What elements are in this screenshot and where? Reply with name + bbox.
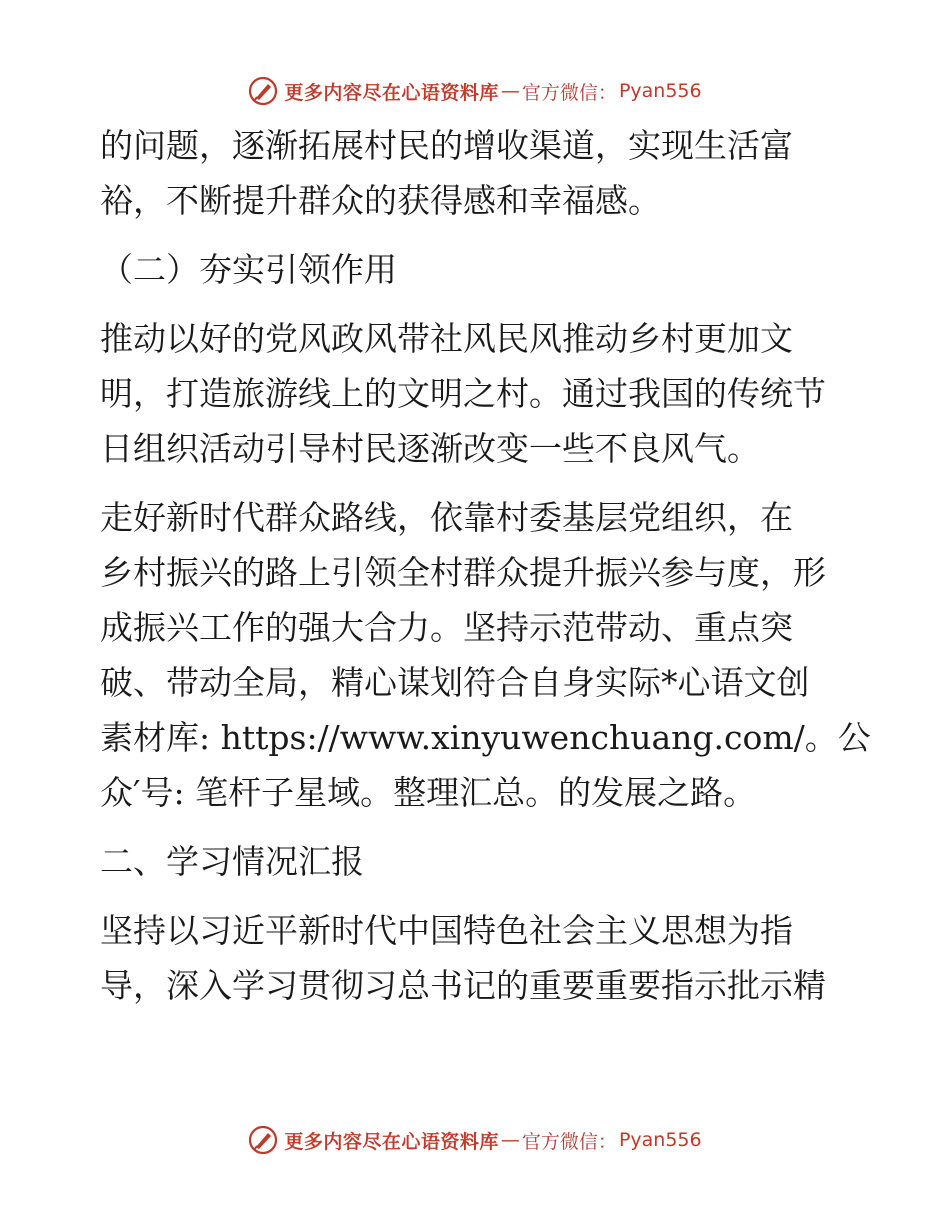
text-line: 成振兴工作的强大合力。坚持示范带动、重点突: [100, 608, 793, 647]
text-line: 推动以好的党风政风带社风民风推动乡村更加文: [100, 319, 793, 358]
text-line: 破、带动全局，精心谋划符合自身实际*心语文创: [100, 663, 810, 702]
banner-dash: —: [500, 80, 520, 102]
banner-brand-text: 更多内容尽在心语资料库: [284, 1130, 499, 1153]
text-line: 日组织活动引导村民逐渐改变一些不良风气。: [100, 429, 760, 468]
banner-wechat-id: Pyan556: [618, 1129, 702, 1151]
paragraph-1: [100, 118, 860, 228]
text-line: 裕，不断提升群众的获得感和幸福感。: [100, 181, 661, 220]
text-line: 素材库: https://www.xinyuwenchuang.com/。公: [100, 718, 871, 757]
banner-wechat-id: Pyan556: [618, 80, 702, 102]
banner-wechat-label: 官方微信：: [521, 1130, 617, 1153]
quill-pen-seal-icon: [248, 76, 278, 106]
header-watermark-banner: [0, 71, 950, 111]
text-line: 导，深入学习贯彻习总书记的重要重要指示批示精: [100, 966, 826, 1005]
quill-pen-seal-icon: [248, 1125, 278, 1155]
text-line: 明，打造旅游线上的文明之村。通过我国的传统节: [100, 374, 826, 413]
text-line: 乡村振兴的路上引领全村群众提升振兴参与度，形: [100, 553, 826, 592]
document-body: [100, 118, 871, 1019]
heading-line: （二）夯实引领作用: [100, 250, 397, 289]
banner-brand-text: 更多内容尽在心语资料库: [284, 81, 499, 104]
paragraph-3: [100, 490, 871, 820]
heading-line: 二、学习情况汇报: [100, 842, 364, 881]
paragraph-4: [100, 903, 860, 1013]
text-line: 众′号: 笔杆子星域。整理汇总。的发展之路。: [100, 773, 757, 812]
section-heading-learning-report: [100, 834, 860, 889]
paragraph-2: [100, 311, 860, 476]
section-heading-2: [100, 242, 860, 297]
text-line: 坚持以习近平新时代中国特色社会主义思想为指: [100, 911, 793, 950]
text-line: 的问题，逐渐拓展村民的增收渠道，实现生活富: [100, 126, 793, 165]
text-line: 走好新时代群众路线，依靠村委基层党组织，在: [100, 498, 793, 537]
footer-watermark-banner: [0, 1120, 950, 1160]
banner-wechat-label: 官方微信：: [521, 81, 617, 104]
banner-dash: —: [500, 1129, 520, 1151]
